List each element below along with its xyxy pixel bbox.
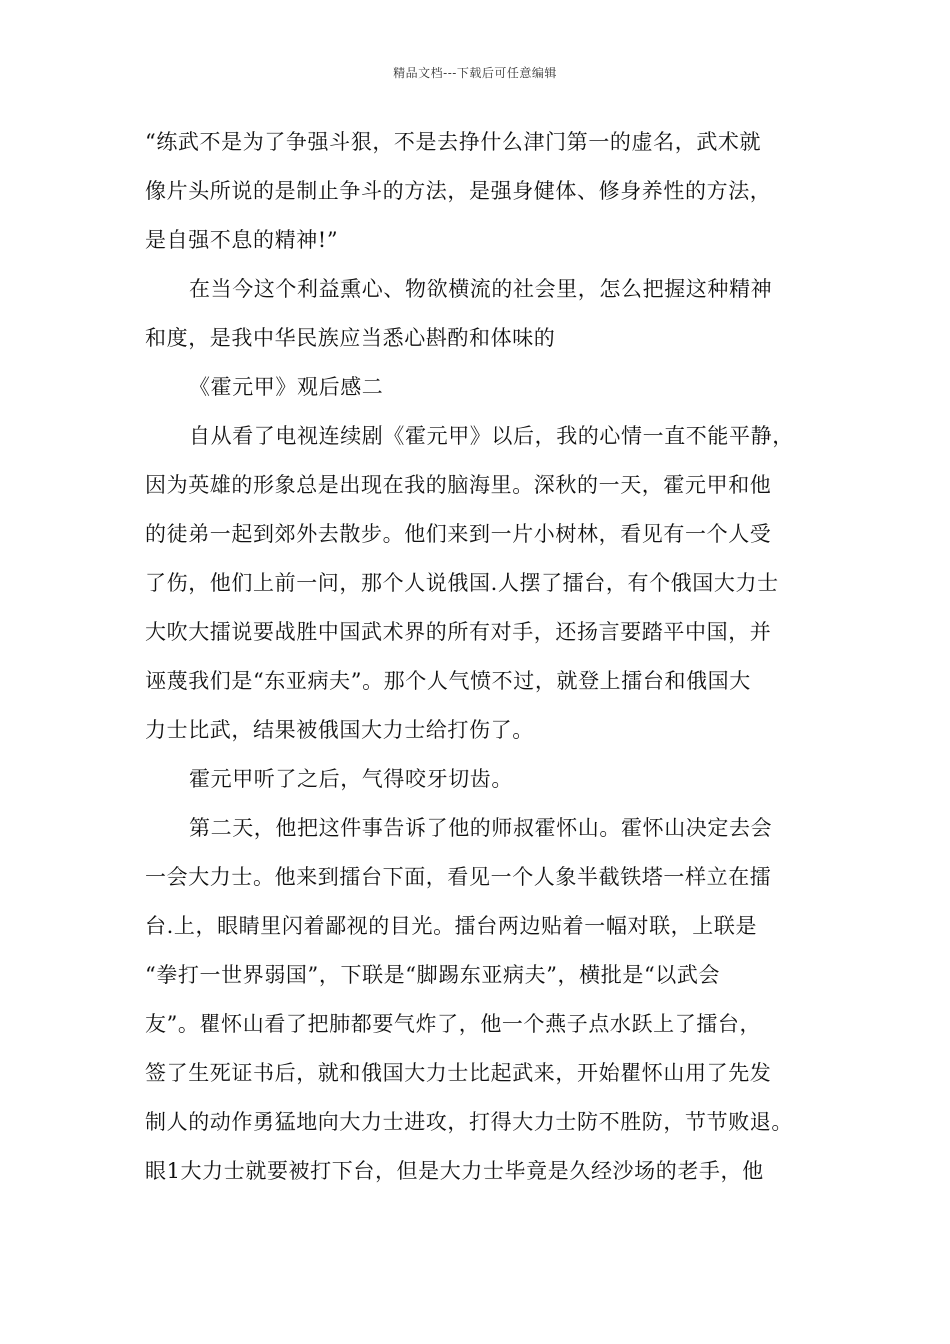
document-body xyxy=(145,130,825,1208)
text-line: 自从看了电视连续剧《霍元甲》以后，我的心情一直不能平静， xyxy=(189,424,794,448)
page-header: 精品文档---下载后可任意编辑 xyxy=(393,66,557,80)
text-line: 霍元甲听了之后，气得咬牙切齿。 xyxy=(189,767,513,791)
text-line: 了伤，他们上前一问，那个人说俄国.人摆了擂台，有个俄国大力士 xyxy=(145,571,779,595)
text-line: “练武不是为了争强斗狠，不是去挣什么津门第一的虚名，武术就 xyxy=(145,130,762,154)
text-line: 和度，是我中华民族应当悉心斟酌和体味的 xyxy=(145,326,556,350)
text-line: 制人的动作勇猛地向大力士进攻，打得大力士防不胜防，节节败退。 xyxy=(145,1110,793,1134)
text-line: “拳打一世界弱国”，下联是“脚踢东亚病夫”，横批是“以武会 xyxy=(145,963,721,987)
section-heading: 《霍元甲》观后感二 xyxy=(189,375,384,399)
text-line: 因为英雄的形象总是出现在我的脑海里。深秋的一天，霍元甲和他 xyxy=(145,473,772,497)
text-line: 台.上，眼睛里闪着鄙视的目光。擂台两边贴着一幅对联，上联是 xyxy=(145,914,758,938)
text-line: 像片头所说的是制止争斗的方法，是强身健体、修身养性的方法， xyxy=(145,179,772,203)
text-line: 友”。瞿怀山看了把肺都要气炸了，他一个燕子点水跃上了擂台， xyxy=(145,1012,762,1036)
text-line: 眼1大力士就要被打下台，但是大力士毕竟是久经沙场的老手，他 xyxy=(145,1159,764,1183)
text-line: 第二天，他把这件事告诉了他的师叔霍怀山。霍怀山决定去会 xyxy=(189,816,773,840)
text-line: 力士比武，结果被俄国大力士给打伤了。 xyxy=(145,718,534,742)
text-line: 签了生死证书后，就和俄国大力士比起武来，开始瞿怀山用了先发 xyxy=(145,1061,772,1085)
text-line: 大吹大擂说要战胜中国武术界的所有对手，还扬言要踏平中国，并 xyxy=(145,620,772,644)
text-line: 的徒弟一起到郊外去散步。他们来到一片小树林，看见有一个人受 xyxy=(145,522,772,546)
text-line: 是自强不息的精神!” xyxy=(145,228,339,252)
text-line: 一会大力士。他来到擂台下面，看见一个人象半截铁塔一样立在擂 xyxy=(145,865,772,889)
text-line: 诬蔑我们是“东亚病夫”。那个人气愤不过，就登上擂台和俄国大 xyxy=(145,669,751,693)
text-line: 在当今这个利益熏心、物欲横流的社会里，怎么把握这种精神 xyxy=(189,277,773,301)
